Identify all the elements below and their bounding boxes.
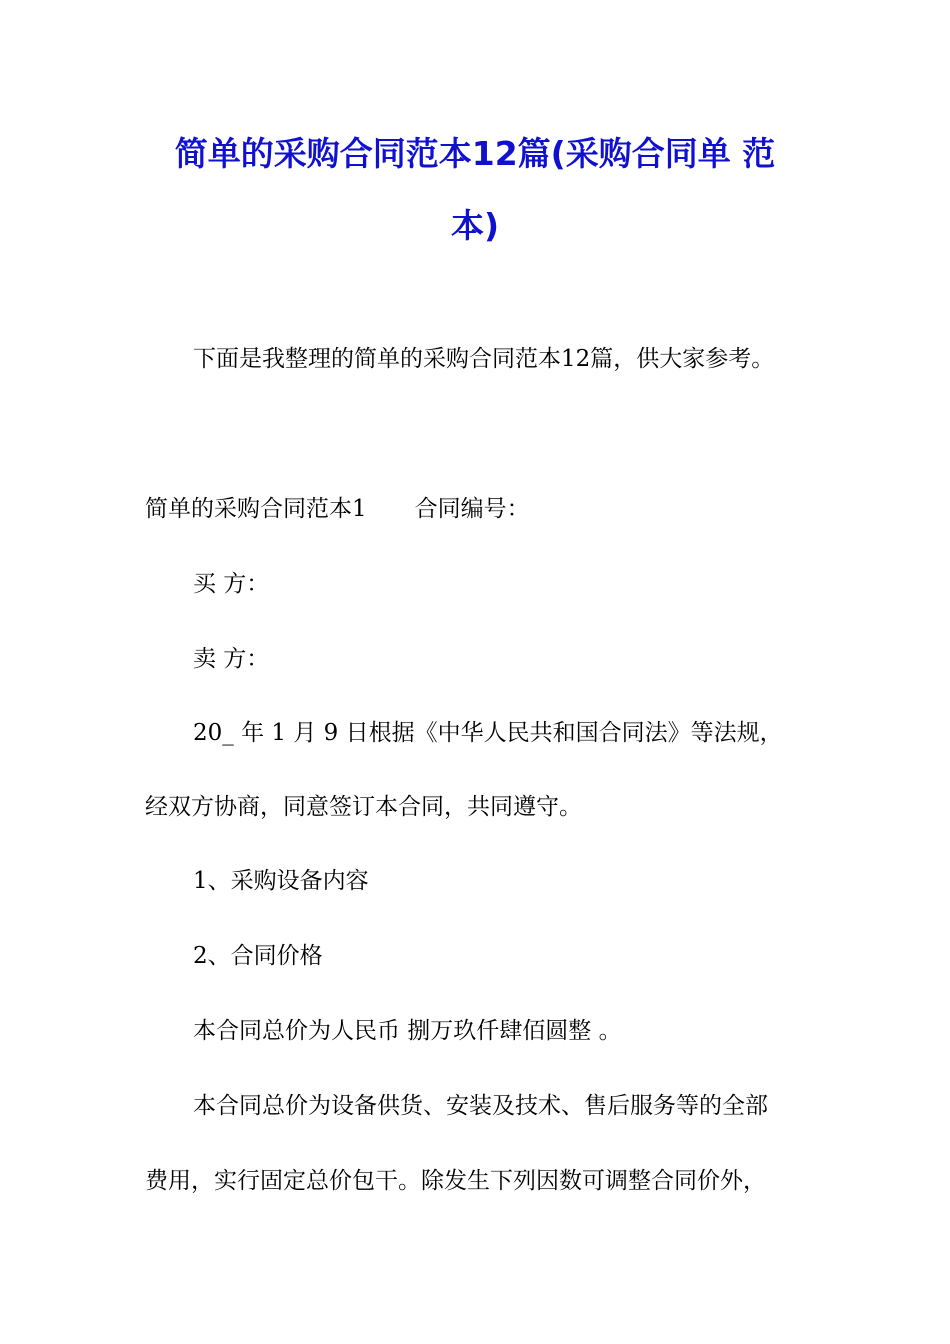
seller-label: 卖 方： — [193, 646, 270, 672]
document-title-line-1: 简单的采购合同范本12篇(采购合同单 范 — [174, 134, 776, 173]
section-heading: 简单的采购合同范本1 — [145, 496, 367, 522]
contract-number-label: 合同编号： — [414, 496, 530, 522]
section-heading-row — [145, 494, 530, 524]
list-item-2: 2、合同价格 — [193, 943, 323, 969]
price-scope-line-1: 本合同总价为设备供货、安装及技术、售后服务等的全部 — [193, 1093, 768, 1119]
price-scope-line-2: 费用，实行固定总价包干。除发生下列因数可调整合同价外， — [145, 1168, 766, 1194]
list-item-1: 1、采购设备内容 — [193, 868, 369, 894]
date-clause-line-1: 20_ 年 1 月 9 日根据《中华人民共和国合同法》等法规， — [193, 720, 783, 746]
total-price-paragraph: 本合同总价为人民币 捌万玖仟肆佰圆整 。 — [193, 1018, 622, 1044]
buyer-label: 买 方： — [193, 571, 270, 597]
document-title-line-2: 本) — [450, 206, 500, 245]
date-clause-line-2: 经双方协商，同意签订本合同，共同遵守。 — [145, 794, 582, 820]
intro-paragraph: 下面是我整理的简单的采购合同范本12篇，供大家参考。 — [193, 346, 775, 372]
